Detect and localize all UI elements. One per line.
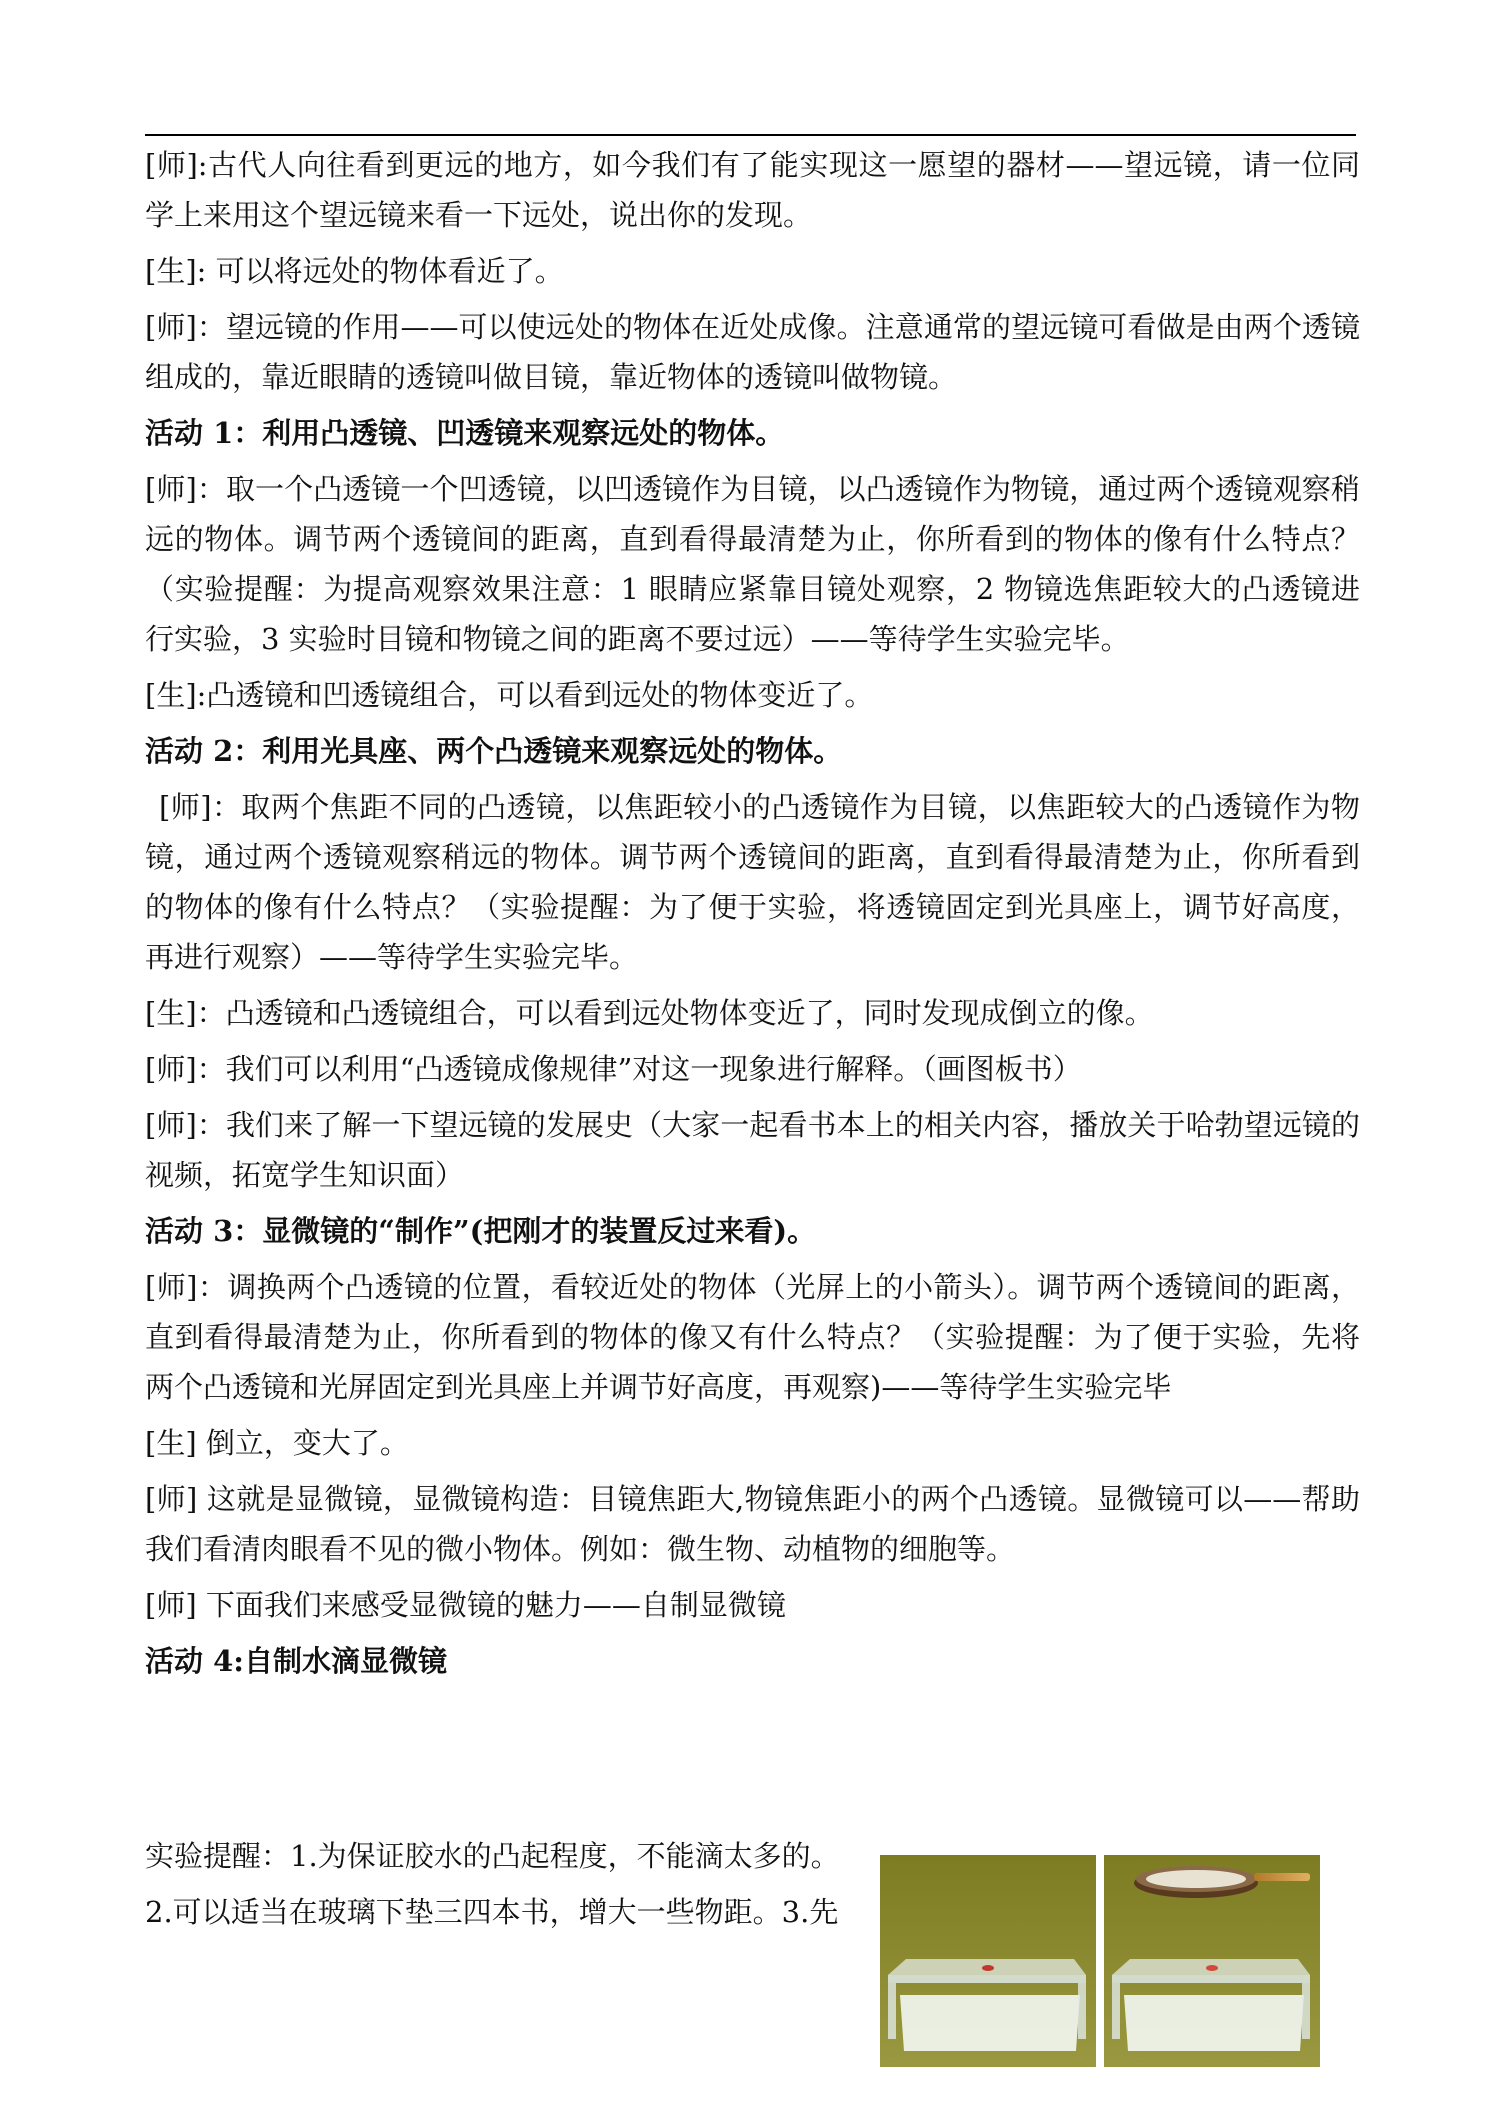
paragraph: [师]：取两个焦距不同的凸透镜，以焦距较小的凸透镜作为目镜，以焦距较大的凸透镜作为物镜，通过两个透镜观察稍远的物体。调节两个透镜间的距离，直到看得最清楚为止，你所看到的物体的像有什么特点？（实验提醒：为了便于实验，将透镜固定到光具座上，调节好高度，再进行观察）——等待学生实验完毕。 — [145, 790, 1360, 974]
paragraph: [师] 下面我们来感受显微镜的魅力——自制显微镜 — [145, 1588, 786, 1622]
activity-heading: 活动 2：利用光具座、两个凸透镜来观察远处的物体。 — [145, 734, 843, 768]
water-drop-microscope-figure — [880, 1855, 1320, 2067]
paragraph: [师]：我们可以利用“凸透镜成像规律”对这一现象进行解释。（画图板书） — [145, 1052, 1082, 1086]
activity-heading: 活动 3：显微镜的“制作”(把刚才的装置反过来看)。 — [145, 1214, 817, 1248]
paragraph: [师]：我们来了解一下望远镜的发展史（大家一起看书本上的相关内容，播放关于哈勃望远镜的视频，拓宽学生知识面） — [145, 1108, 1360, 1192]
paragraph: [师]:古代人向往看到更远的地方，如今我们有了能实现这一愿望的器材——望远镜，请一位同学上来用这个望远镜来看一下远处，说出你的发现。 — [145, 148, 1360, 232]
bottom-line-2: 2.可以适当在玻璃下垫三四本书，增大一些物距。3.先 — [145, 1895, 839, 1929]
bottom-line-1: 实验提醒：1.为保证胶水的凸起程度，不能滴太多的。 — [145, 1839, 840, 1873]
paragraph: [师] 这就是显微镜，显微镜构造：目镜焦距大,物镜焦距小的两个凸透镜。显微镜可以——帮助我们看清肉眼看不见的微小物体。例如：微生物、动植物的细胞等。 — [145, 1482, 1360, 1566]
paragraph: [生]: 可以将远处的物体看近了。 — [145, 254, 564, 288]
paragraph: [生] 倒立，变大了。 — [145, 1426, 409, 1460]
activity-4-notes — [145, 1828, 870, 1940]
header-rule — [145, 134, 1356, 136]
paragraph: [师]：调换两个凸透镜的位置，看较近处的物体（光屏上的小箭头）。调节两个透镜间的距离，直到看得最清楚为止，你所看到的物体的像又有什么特点？（实验提醒：为了便于实验，先将两个凸透镜和光屏固定到光具座上并调节好高度，再观察)——等待学生实验完毕 — [145, 1270, 1360, 1404]
paragraph: [生]：凸透镜和凸透镜组合，可以看到远处物体变近了，同时发现成倒立的像。 — [145, 996, 1154, 1030]
paragraph: [师]：取一个凸透镜一个凹透镜，以凹透镜作为目镜，以凸透镜作为物镜，通过两个透镜观察稍远的物体。调节两个透镜间的距离，直到看得最清楚为止，你所看到的物体的像有什么特点？（实验提醒：为提高观察效果注意：1 眼睛应紧靠目镜处观察，2 物镜选焦距较大的凸透镜进行实验，3 实验时目镜和物镜之间的距离不要过远）——等待学生实验完毕。 — [145, 472, 1360, 656]
paragraph: [生]:凸透镜和凹透镜组合，可以看到远处的物体变近了。 — [145, 678, 874, 712]
activity-heading: 活动 1：利用凸透镜、凹透镜来观察远处的物体。 — [145, 416, 785, 450]
paragraph: [师]：望远镜的作用——可以使远处的物体在近处成像。注意通常的望远镜可看做是由两个透镜组成的，靠近眼睛的透镜叫做目镜，靠近物体的透镜叫做物镜。 — [145, 310, 1360, 394]
document-body — [145, 140, 1360, 1686]
magnifier-over-glass-illustration — [1104, 1855, 1320, 2067]
activity-heading: 活动 4:自制水滴显微镜 — [145, 1644, 447, 1678]
water-drop-on-glass-illustration — [880, 1855, 1096, 2067]
